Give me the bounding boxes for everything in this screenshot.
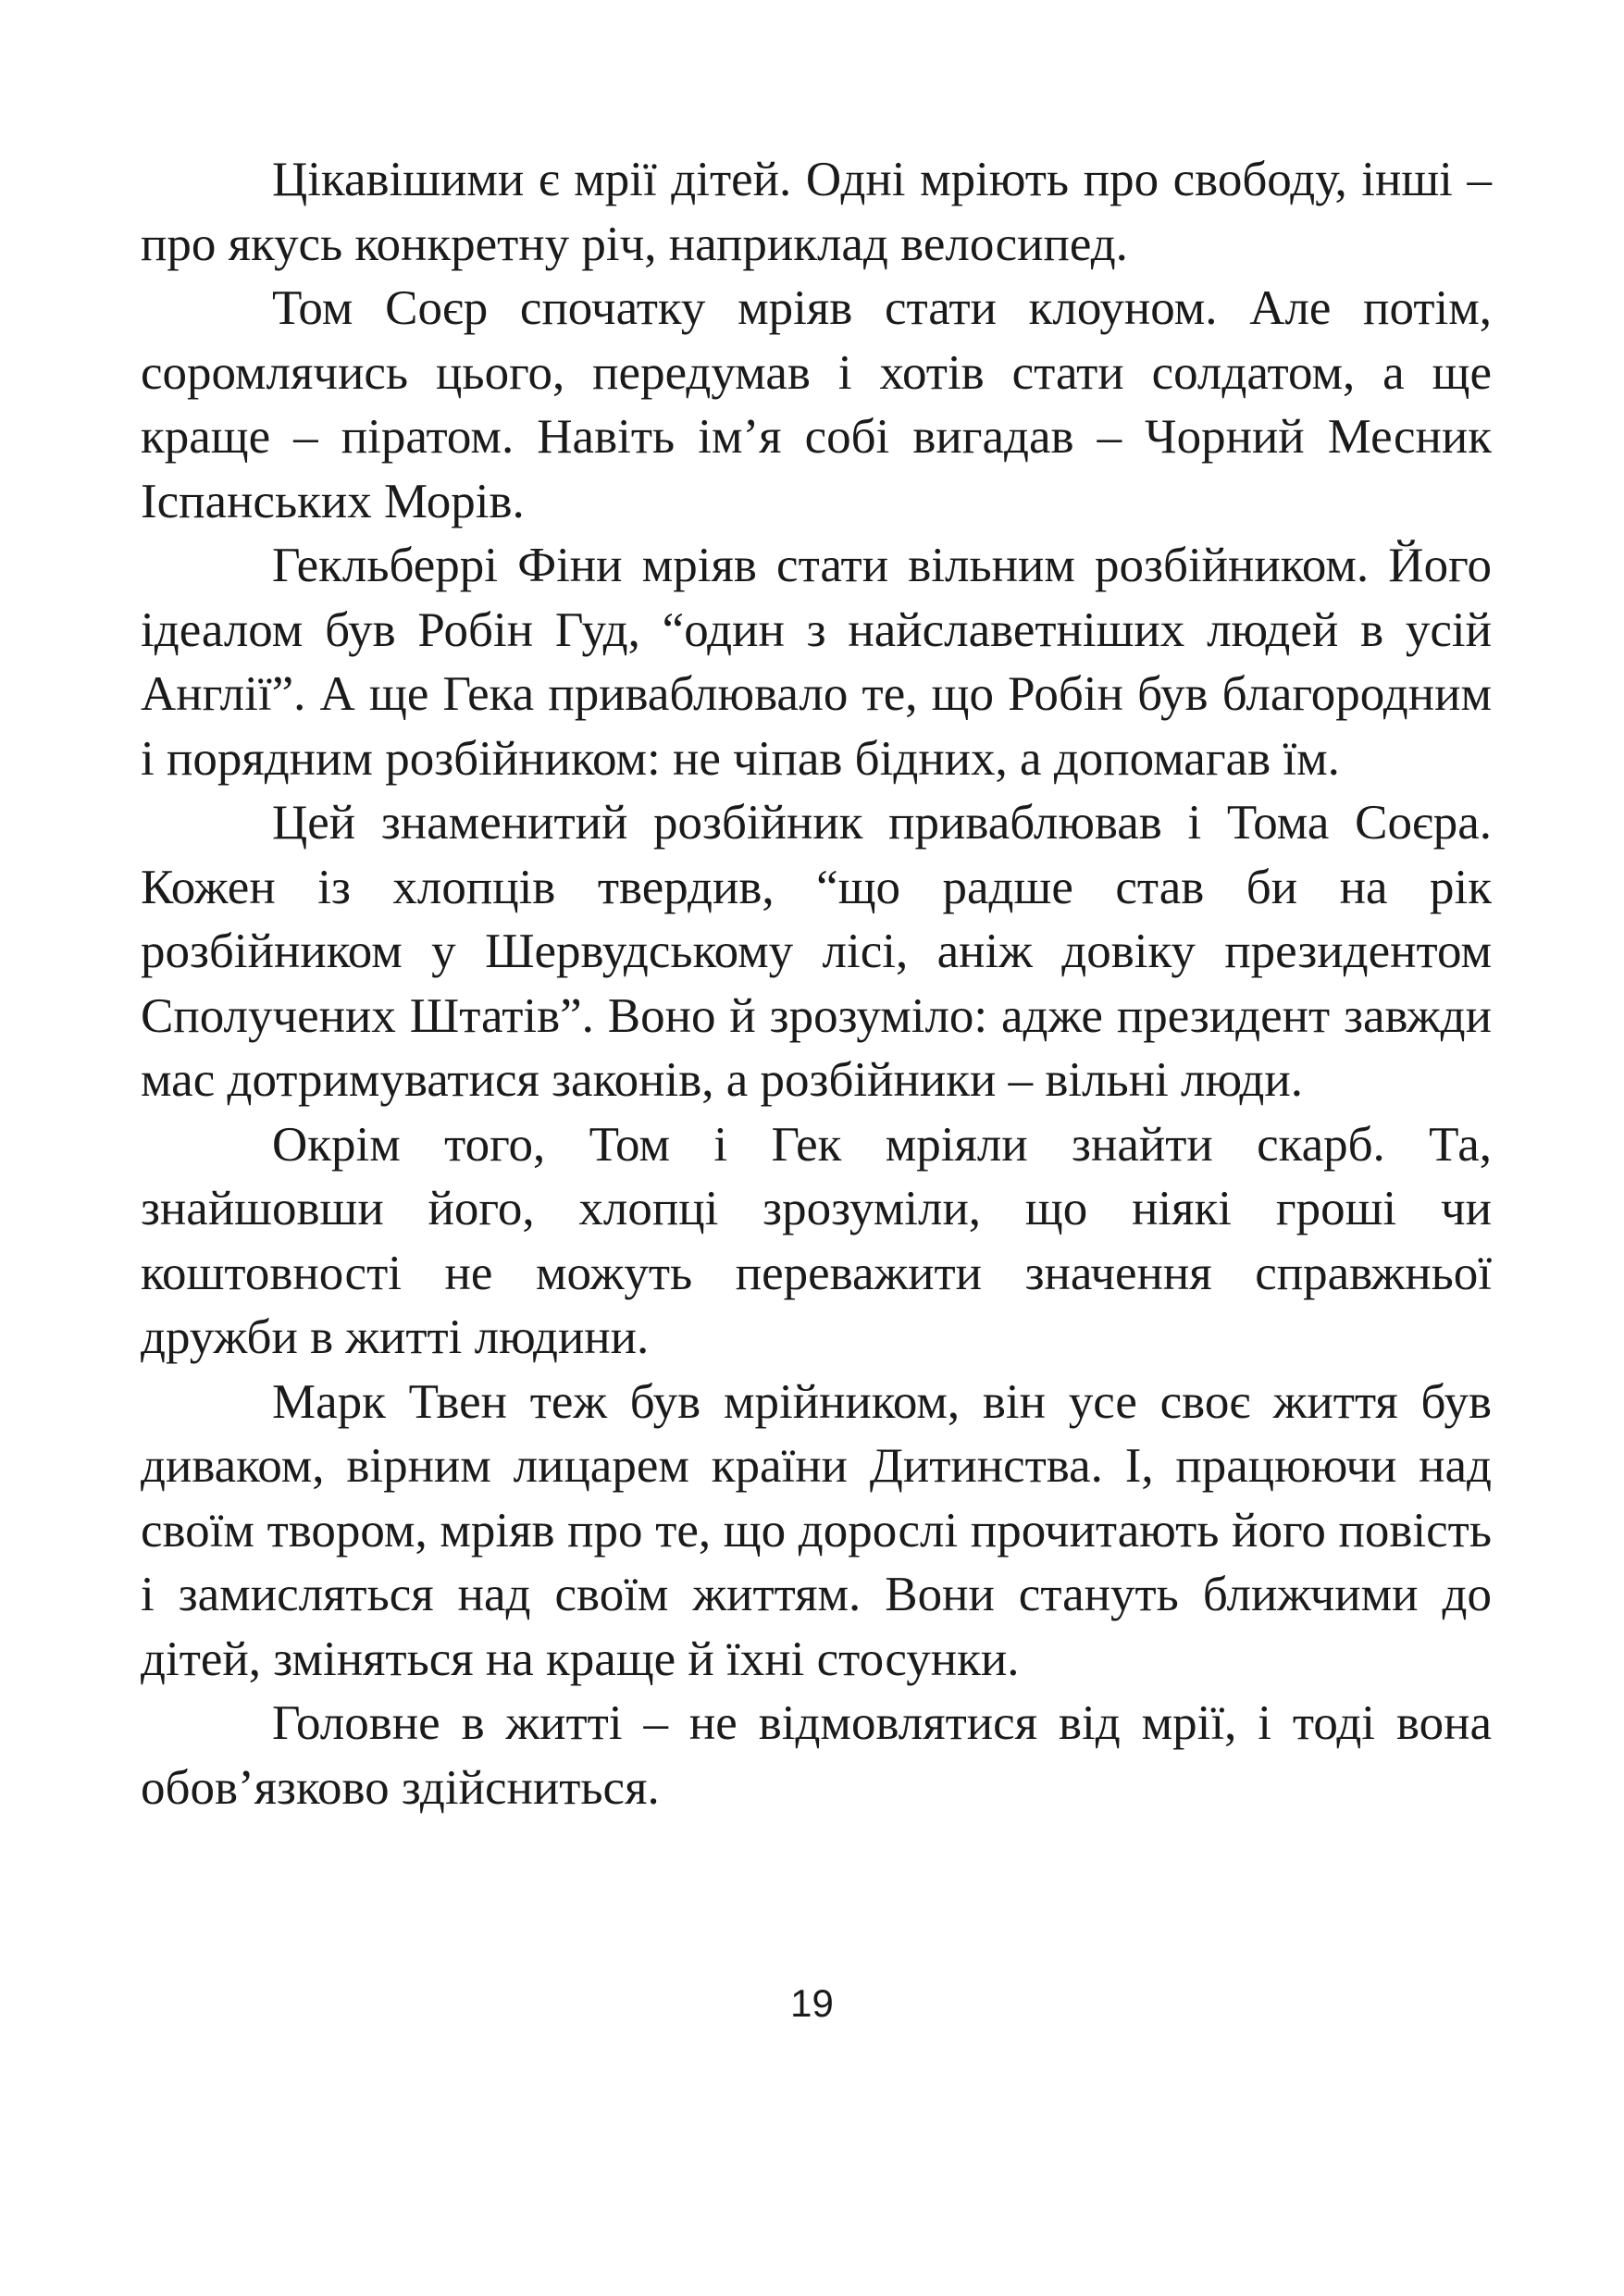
page-number: 19: [790, 1981, 834, 2025]
paragraph-2: Том Соєр спочатку мріяв стати клоуном. Але потім, соромлячись цього, передумав і хотів стати солдатом, а ще краще – піратом. Навіть ім’я собі вигадав – Чорний Месник Іспанських Морів.: [141, 281, 1492, 528]
paragraph-5: Окрім того, Том і Гек мріяли знайти скарб. Та, знайшовши його, хлопці зрозуміли, що ніякі гроші чи коштовності не можуть переважити значення справжньої дружби в житті людини.: [141, 1117, 1492, 1364]
paragraph-1: Цікавішими є мрії дітей. Одні мріють про свободу, інші – про якусь конкретну річ, наприклад велосипед.: [141, 153, 1492, 271]
paragraph-6: Марк Твен теж був мрійником, він усе своє життя був диваком, вірним лицарем країни Дитинства. І, працюючи над своїм твором, мріяв про те, що дорослі прочитають його повість і замисляться над своїм життям. Вони стануть ближчими до дітей, зміняться на краще й їхні стосунки.: [141, 1374, 1492, 1686]
paragraph-4: Цей знаменитий розбійник приваблював і Тома Соєра. Кожен із хлопців твердив, “що радше став би на рік розбійником у Шервудському лісі, аніж довіку президентом Сполучених Штатів”. Воно й зрозуміло: адже президент завжди мас дотримуватися законів, а розбійники – вільні люди.: [141, 796, 1492, 1107]
paragraph-7: Головне в житті – не відмовлятися від мрії, і тоді вона обов’язково здійсниться.: [141, 1696, 1492, 1815]
paragraph-3: Гекльберрі Фіни мріяв стати вільним розбійником. Його ідеалом був Робін Гуд, “один з найславетніших людей в усій Англії”. А ще Гека приваблювало те, що Робін був благородним і порядним розбійником: не чіпав бідних, а допомагав їм.: [141, 539, 1492, 786]
body-text: [141, 148, 1492, 1820]
